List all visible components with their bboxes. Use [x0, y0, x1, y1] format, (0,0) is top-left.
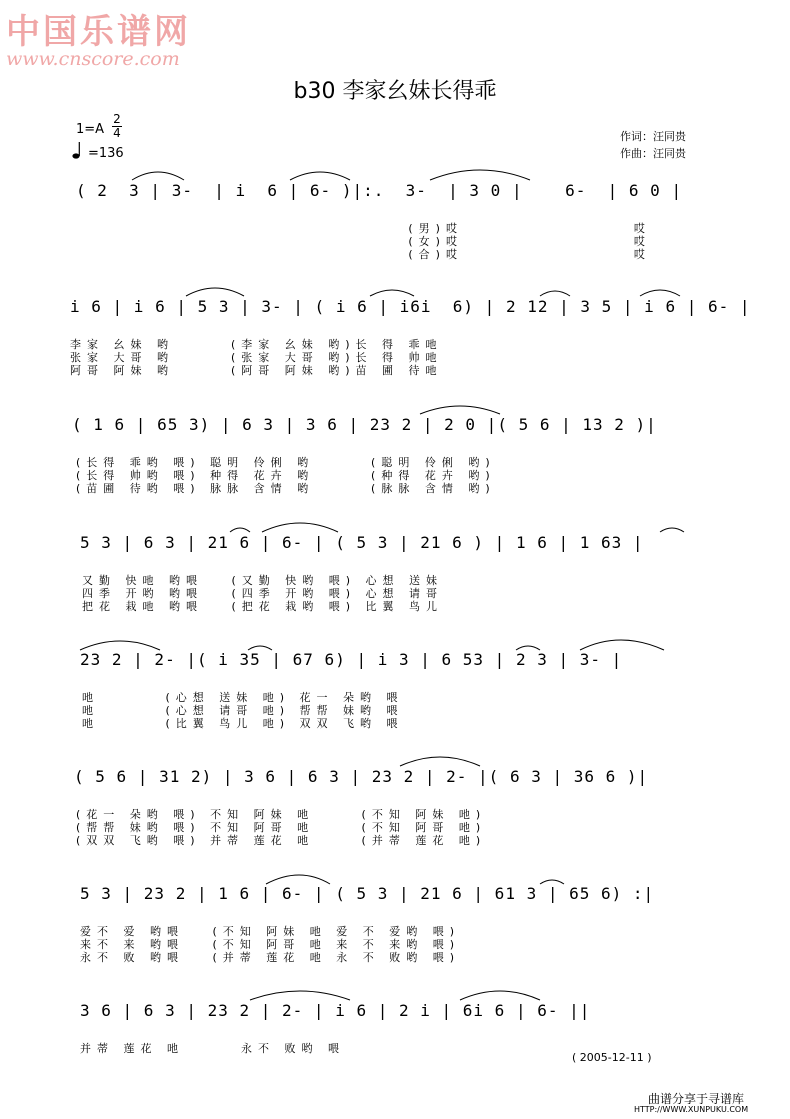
lyric-line-4-3: 把花 栽吔 哟喂 (把花 栽哟 喂) 比翼 鸟儿	[82, 600, 444, 613]
melody-line-2: i 6 | i 6 | 5 3 | 3- | ( i 6 | i6i 6) | 2 12 | 3 5 | i 6 | 6- |	[70, 297, 751, 316]
footer-url: HTTP://WWW.XUNPUKU.COM	[634, 1105, 749, 1114]
lyric-line-3-2: (长得 帅哟 喂) 种得 花卉 哟 (种得 花卉 哟)	[76, 469, 496, 482]
lyric-line-1-1: (男)哎 哎	[76, 222, 651, 235]
lyric-line-2-1: 李家 幺妹 哟 (李家 幺妹 哟)长 得 乖吔	[70, 338, 443, 351]
lyric-line-6-2: (帮帮 妹哟 喂) 不知 阿哥 吔 (不知 阿哥 吔)	[76, 821, 487, 834]
page-title: b30 李家幺妹长得乖	[293, 79, 497, 104]
lyricist-credit: 作词：汪同贵	[620, 130, 686, 143]
lyric-line-2-3: 阿哥 阿妹 哟 (阿哥 阿妹 哟)苗 圃 待吔	[70, 364, 443, 377]
lyric-line-5-2: 吔 (心想 请哥 吔) 帮帮 妹哟 喂	[82, 704, 404, 717]
melody-line-3: ( 1 6 | 65 3) | 6 3 | 3 6 | 23 2 | 2 0 |( 5 6 | 13 2 )|	[72, 415, 657, 434]
time-denominator: 4	[113, 126, 121, 140]
lyric-line-5-1: 吔 (心想 送妹 吔) 花一 朵哟 喂	[82, 691, 404, 704]
composer-credit: 作曲：汪同贵	[620, 147, 686, 160]
lyric-line-6-1: (花一 朵哟 喂) 不知 阿妹 吔 (不知 阿妹 吔)	[76, 808, 487, 821]
lyric-line-4-1: 又勤 快吔 哟喂 (又勤 快哟 喂) 心想 送妹	[82, 574, 444, 587]
key-signature: 1=A	[76, 122, 105, 137]
lyric-line-7-1: 爱不 爱 哟喂 (不知 阿妹 吔 爱 不 爱哟 喂)	[80, 925, 461, 938]
melody-line-6: ( 5 6 | 31 2) | 3 6 | 6 3 | 23 2 | 2- |( 6 3 | 36 6 )|	[74, 767, 649, 786]
melody-line-8: 3 6 | 6 3 | 23 2 | 2- | i 6 | 2 i | 6i 6 | 6- ||	[80, 1001, 591, 1020]
lyric-line-7-2: 来不 来 哟喂 (不知 阿哥 吔 来 不 来哟 喂)	[80, 938, 461, 951]
time-numerator: 2	[113, 112, 121, 126]
footer-source: 曲谱分享于寻谱库	[648, 1092, 745, 1106]
quarter-note-icon	[72, 140, 82, 160]
lyric-line-6-3: (双双 飞哟 喂) 并蒂 莲花 吔 (并蒂 莲花 吔)	[76, 834, 487, 847]
time-signature	[112, 113, 122, 140]
lyric-line-3-3: (苗圃 待哟 喂) 脉脉 含情 哟 (脉脉 含情 哟)	[76, 482, 496, 495]
lyric-line-8-1: 并蒂 莲花 吔 永不 败哟 喂	[80, 1042, 345, 1055]
lyric-line-2-2: 张家 大哥 哟 (张家 大哥 哟)长 得 帅吔	[70, 351, 443, 364]
melody-line-7: 5 3 | 23 2 | 1 6 | 6- | ( 5 3 | 21 6 | 61 3 | 65 6) :|	[80, 884, 655, 903]
lyric-line-4-2: 四季 开哟 哟喂 (四季 开哟 喂) 心想 请哥	[82, 587, 444, 600]
lyric-line-1-2: (女)哎 哎	[76, 235, 651, 248]
lyric-line-5-3: 吔 (比翼 鸟儿 吔) 双双 飞哟 喂	[82, 717, 404, 730]
lyric-line-7-3: 永不 败 哟喂 (并蒂 莲花 吔 永 不 败哟 喂)	[80, 951, 461, 964]
date-stamp: ( 2005-12-11 )	[572, 1051, 652, 1064]
lyric-line-3-1: (长得 乖哟 喂) 聪明 伶俐 哟 (聪明 伶俐 哟)	[76, 456, 496, 469]
site-logo: 中国乐谱网	[6, 12, 191, 52]
melody-line-5: 23 2 | 2- |( i 35 | 67 6) | i 3 | 6 53 | 2 3 | 3- |	[80, 650, 623, 669]
melody-line-1: ( 2 3 | 3- | i 6 | 6- )|:. 3- | 3 0 | 6- | 6 0 |	[76, 181, 683, 200]
lyric-line-1-3: (合)哎 哎	[76, 248, 651, 261]
site-url: www.cnscore.com	[6, 48, 180, 70]
tempo-marking: =136	[88, 146, 124, 161]
melody-line-4: 5 3 | 6 3 | 21 6 | 6- | ( 5 3 | 21 6 ) | 1 6 | 1 63 |	[80, 533, 644, 552]
